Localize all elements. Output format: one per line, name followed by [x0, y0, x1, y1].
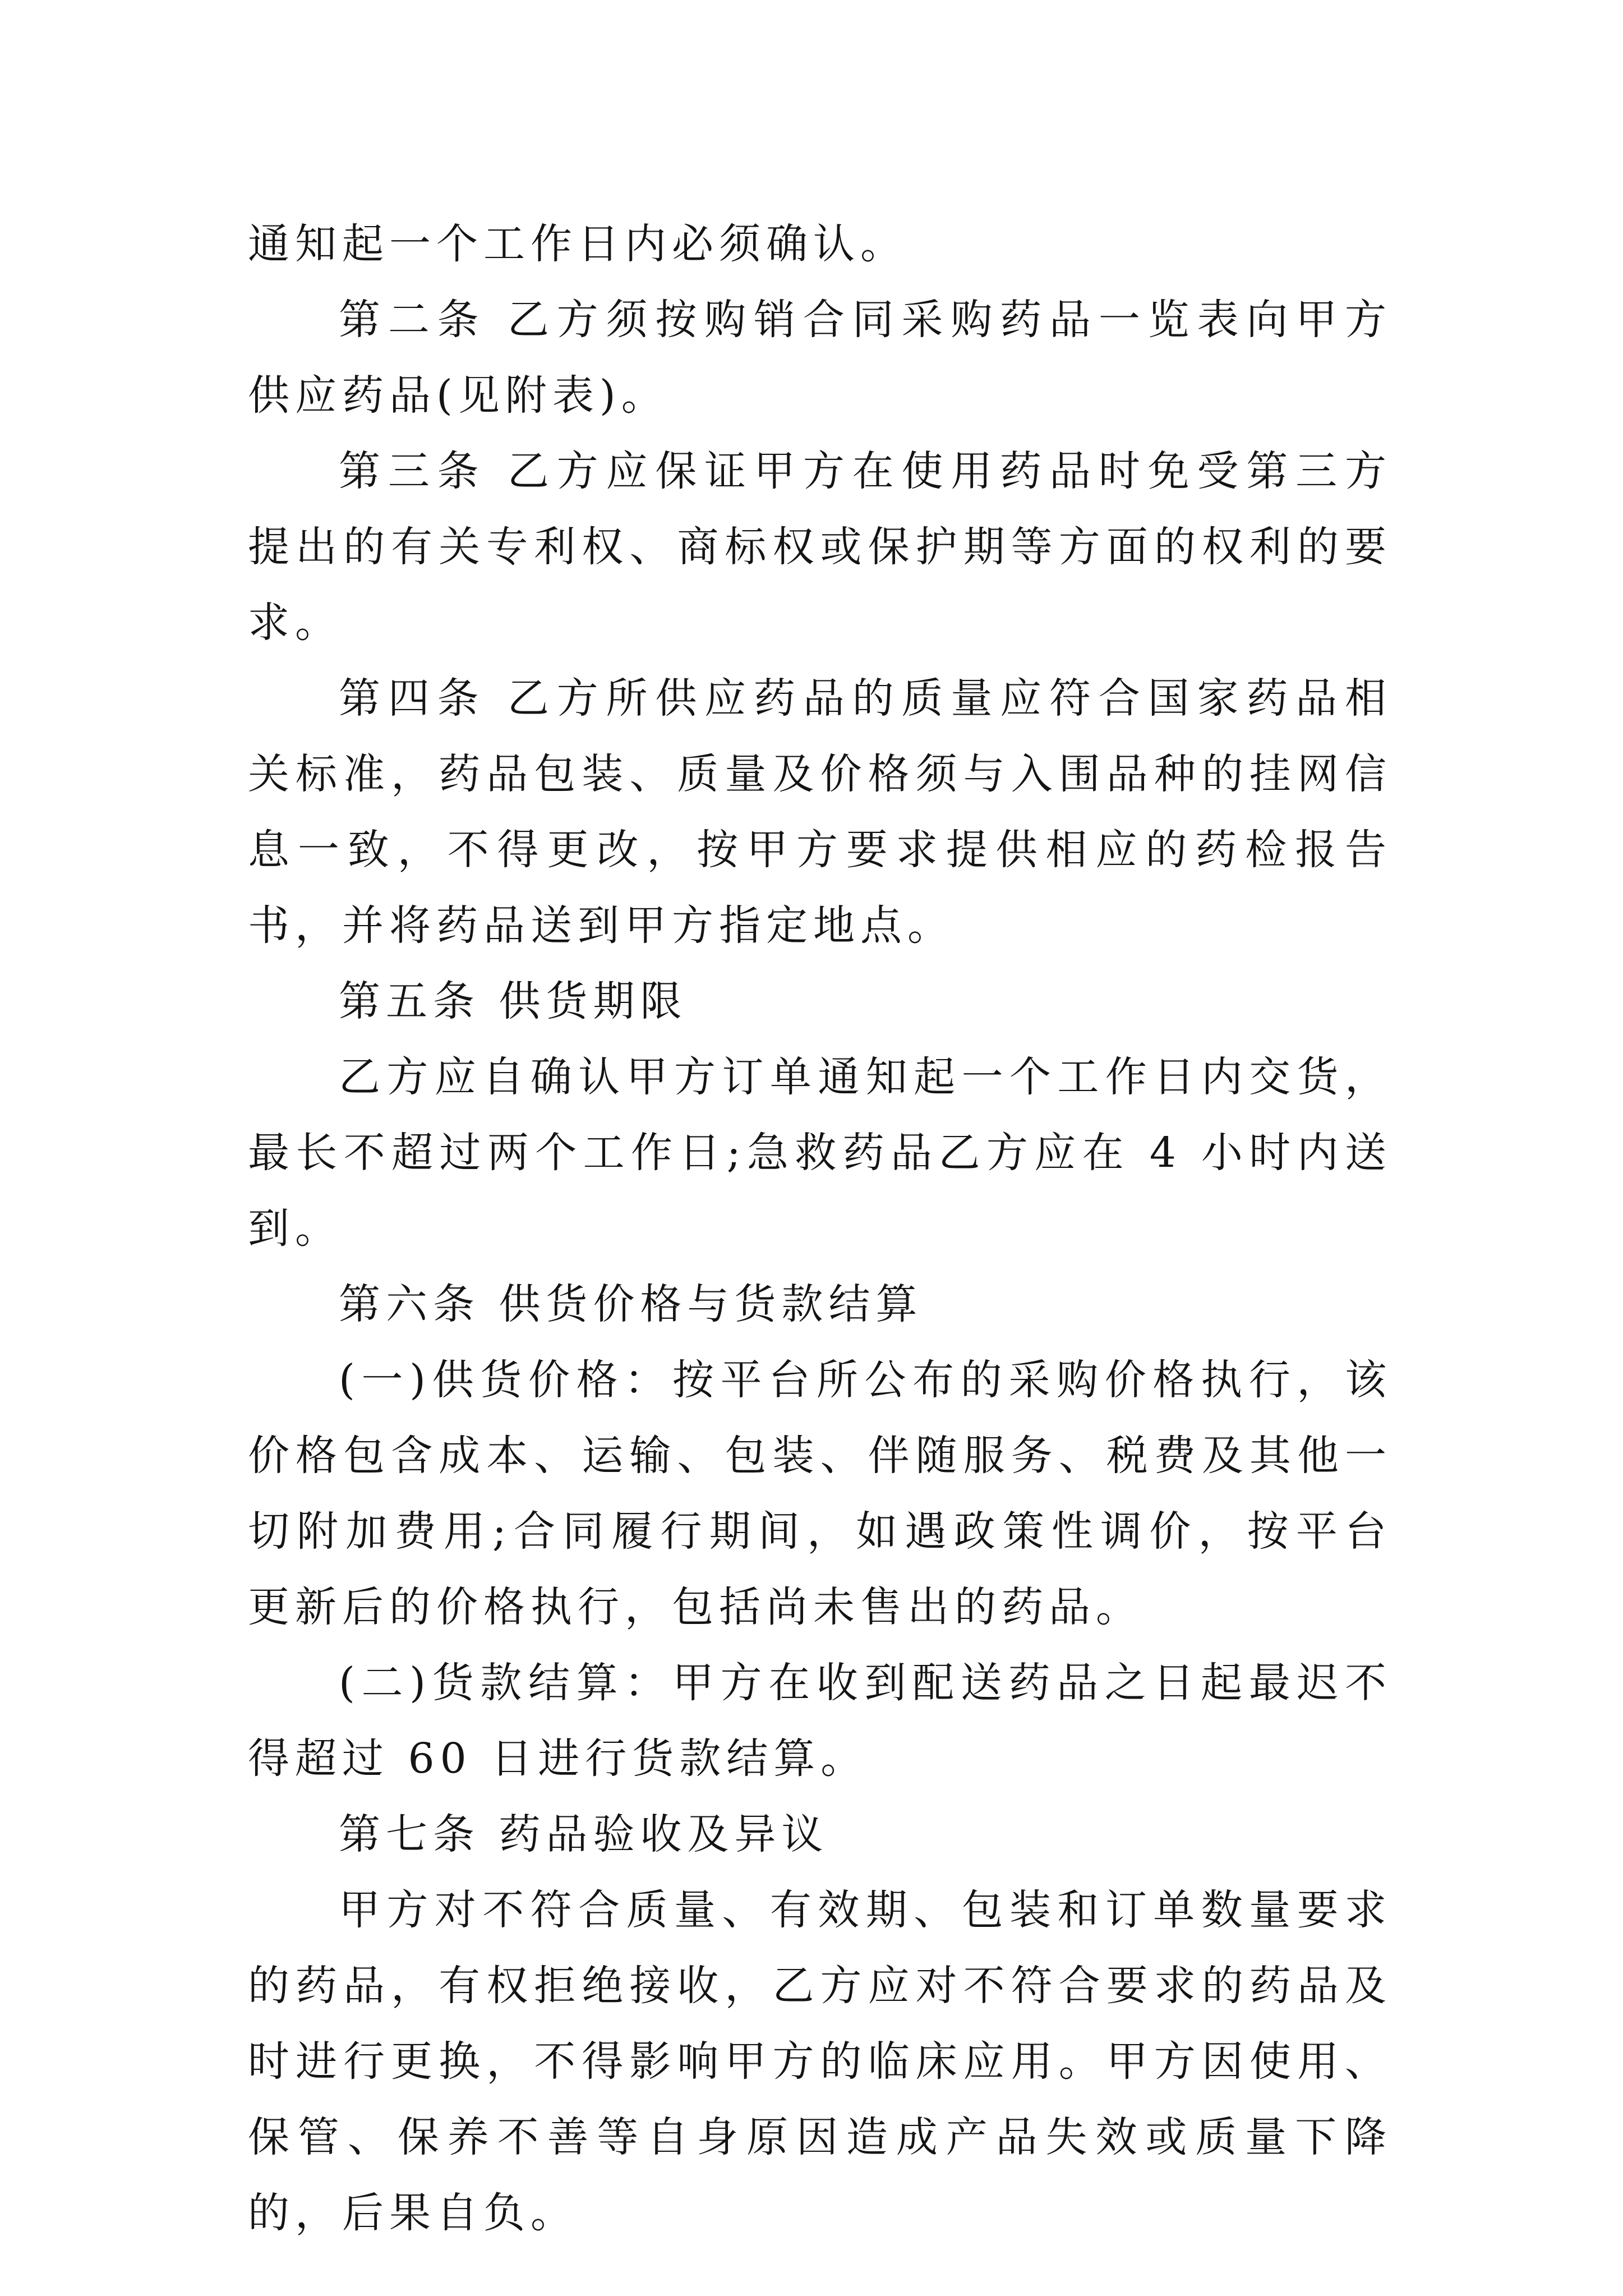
article-7-heading: 第七条 药品验收及异议	[339, 1810, 829, 1858]
article-5-heading: 第五条 供货期限	[339, 977, 688, 1025]
article-6-heading: 第六条 供货价格与货款结算	[339, 1280, 923, 1328]
article-3-paragraph: 第三条 乙方应保证甲方在使用药品时免受第三方提出的有关专利权、商标权或保护期等方面的权利的要求。	[248, 447, 1392, 647]
article-6-settlement-paragraph: (二)货款结算：甲方在收到配送药品之日起最迟不得超过 60 日进行货款结算。	[248, 1659, 1392, 1783]
paragraph-continuation: 通知起一个工作日内必须确认。	[248, 220, 907, 268]
article-2-paragraph: 第二条 乙方须按购销合同采购药品一览表向甲方供应药品(见附表)。	[248, 296, 1392, 420]
article-7-paragraph: 甲方对不符合质量、有效期、包装和订单数量要求的药品，有权拒绝接收，乙方应对不符合要求的药品及时进行更换，不得影响甲方的临床应用。甲方因使用、保管、保养不善等自身原因造成产品失效或质量下降的，后果自负。	[248, 1886, 1392, 2237]
article-5-paragraph: 乙方应自确认甲方订单通知起一个工作日内交货，最长不超过两个工作日;急救药品乙方应在 4 小时内送到。	[248, 1053, 1392, 1253]
article-4-paragraph: 第四条 乙方所供应药品的质量应符合国家药品相关标准，药品包装、质量及价格须与入围品种的挂网信息一致，不得更改，按甲方要求提供相应的药检报告书，并将药品送到甲方指定地点。	[248, 674, 1392, 950]
article-6-price-paragraph: (一)供货价格：按平台所公布的采购价格执行，该价格包含成本、运输、包装、伴随服务、税费及其他一切附加费用;合同履行期间，如遇政策性调价，按平台更新后的价格执行，包括尚未售出的药品。	[248, 1356, 1392, 1631]
document-body	[248, 206, 1392, 2251]
